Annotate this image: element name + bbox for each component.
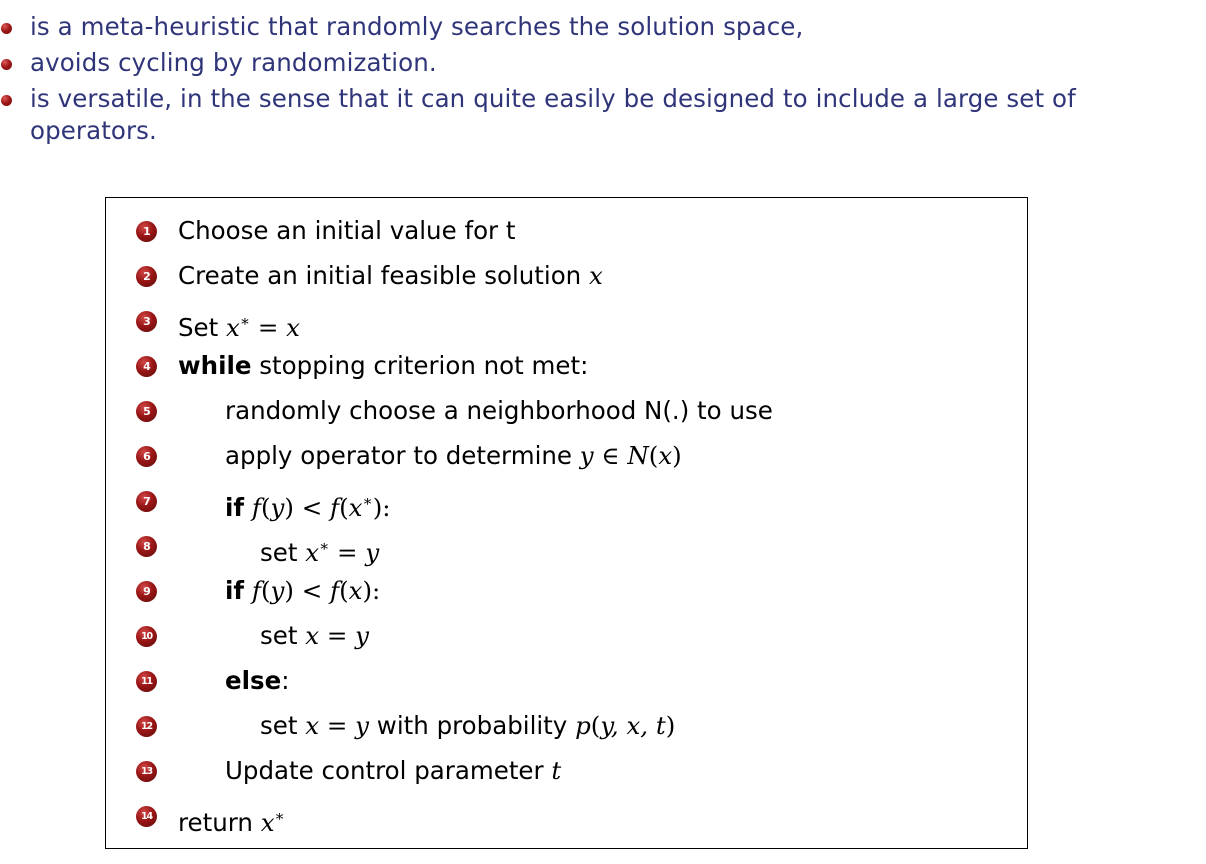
step-text-part: apply operator to determine xyxy=(225,441,580,470)
math-paren: ): xyxy=(372,493,391,522)
step-text-part: set xyxy=(260,538,306,567)
math-variable: y xyxy=(355,711,370,740)
keyword: while xyxy=(178,351,252,380)
math-variable: x xyxy=(348,576,363,605)
math-paren: ) xyxy=(665,711,676,740)
keyword: else xyxy=(225,666,282,695)
math-variable: y, x, t xyxy=(600,711,666,740)
math-variable: y xyxy=(579,441,594,470)
algorithm-step-13 xyxy=(106,753,1027,793)
step-number-badge: 3 xyxy=(136,311,157,332)
bullet-marker-icon xyxy=(1,23,12,34)
math-variable: x xyxy=(305,621,320,650)
math-paren: ( xyxy=(260,576,271,605)
math-variable: f xyxy=(251,576,261,605)
algorithm-step-7 xyxy=(106,483,1027,523)
step-text xyxy=(260,530,379,569)
bullet-text: is versatile, in the sense that it can quite easily be designed to include a large set of xyxy=(30,84,1076,113)
math-superscript: ∗ xyxy=(319,537,330,555)
math-variable: x xyxy=(348,493,363,522)
step-number-badge: 11 xyxy=(136,671,157,692)
step-text xyxy=(178,215,516,247)
keyword: if xyxy=(225,493,245,522)
step-number-badge: 2 xyxy=(136,266,157,287)
step-text xyxy=(178,260,603,292)
step-number-badge: 5 xyxy=(136,401,157,422)
step-number-badge: 14 xyxy=(136,806,157,827)
step-text xyxy=(260,710,675,742)
math-paren: ( xyxy=(590,711,601,740)
algorithm-step-8 xyxy=(106,528,1027,568)
algorithm-step-11 xyxy=(106,663,1027,703)
math-paren: ) xyxy=(672,441,682,470)
math-variable: y xyxy=(355,621,370,650)
step-number-badge: 1 xyxy=(136,221,157,242)
step-number-badge: 8 xyxy=(136,536,157,557)
math-operator: = xyxy=(319,711,356,740)
math-paren: ( xyxy=(339,493,349,522)
keyword: if xyxy=(225,576,245,605)
step-number-badge: 6 xyxy=(136,446,157,467)
step-number-badge: 9 xyxy=(136,581,157,602)
step-text xyxy=(225,440,682,472)
step-text xyxy=(225,575,380,607)
step-text-part: Choose an initial value for t xyxy=(178,216,516,245)
step-text xyxy=(178,800,285,839)
step-text-part: randomly choose a neighborhood N(.) to use xyxy=(225,396,773,425)
math-variable: x xyxy=(226,313,240,342)
algorithm-step-5 xyxy=(106,393,1027,433)
step-number-badge: 4 xyxy=(136,356,157,377)
math-variable: x xyxy=(305,538,320,567)
math-paren: ): xyxy=(362,576,381,605)
math-variable: t xyxy=(551,756,562,785)
math-variable: f xyxy=(330,576,340,605)
step-text xyxy=(225,755,561,787)
math-variable: y xyxy=(270,576,285,605)
math-variable: x xyxy=(305,711,320,740)
algorithm-step-2 xyxy=(106,258,1027,298)
math-variable: f xyxy=(330,493,340,522)
step-number-badge: 13 xyxy=(136,761,157,782)
algorithm-step-9 xyxy=(106,573,1027,613)
step-text-part: with probability xyxy=(369,711,576,740)
bullet-text: avoids cycling by randomization. xyxy=(30,48,437,77)
step-number-badge: 12 xyxy=(136,716,157,737)
algorithm-box xyxy=(105,197,1028,849)
math-operator: = xyxy=(319,621,356,650)
step-text-part: Set xyxy=(178,313,227,342)
math-operator: = xyxy=(250,313,287,342)
step-text xyxy=(225,665,289,697)
algorithm-step-10 xyxy=(106,618,1027,658)
math-operator: ) < xyxy=(284,576,331,605)
step-text xyxy=(225,485,391,524)
algorithm-step-12 xyxy=(106,708,1027,748)
math-variable: N xyxy=(627,441,649,470)
step-text xyxy=(225,395,773,427)
step-text-part xyxy=(244,576,252,605)
step-text-part xyxy=(244,493,252,522)
algorithm-step-4 xyxy=(106,348,1027,388)
step-number-badge: 10 xyxy=(136,626,157,647)
math-paren: ( xyxy=(648,441,659,470)
math-superscript: ∗ xyxy=(239,312,251,330)
math-superscript: ∗ xyxy=(362,492,373,510)
step-text-part: Update control parameter xyxy=(225,756,552,785)
algorithm-step-6 xyxy=(106,438,1027,478)
step-text-part: return xyxy=(178,808,261,837)
step-text xyxy=(260,620,369,652)
math-variable: y xyxy=(365,538,380,567)
math-paren: ( xyxy=(260,493,271,522)
bullet-text: operators. xyxy=(30,116,157,145)
algorithm-step-3 xyxy=(106,303,1027,343)
step-text-part: set xyxy=(260,711,306,740)
math-variable: x xyxy=(286,313,300,342)
algorithm-step-14 xyxy=(106,798,1027,838)
bullet-marker-icon xyxy=(1,59,12,70)
math-paren: ( xyxy=(339,576,349,605)
math-superscript: ∗ xyxy=(274,807,285,825)
math-variable: f xyxy=(251,493,261,522)
math-operator: = xyxy=(329,538,366,567)
bullet-marker-icon xyxy=(1,95,12,106)
math-variable: x xyxy=(658,441,673,470)
math-variable: x xyxy=(260,808,275,837)
step-text-part: Create an initial feasible solution xyxy=(178,261,589,290)
step-text-part: stopping criterion not met: xyxy=(251,351,589,380)
step-text xyxy=(178,305,300,344)
algorithm-step-1 xyxy=(106,213,1027,253)
step-number-badge: 7 xyxy=(136,491,157,512)
step-text xyxy=(178,350,588,382)
math-operator: ∈ xyxy=(593,441,628,470)
step-text-part: set xyxy=(260,621,306,650)
math-variable: x xyxy=(589,261,603,290)
bullet-text: is a meta-heuristic that randomly searches the solution space, xyxy=(30,12,804,41)
math-variable: y xyxy=(270,493,285,522)
step-text-part: : xyxy=(281,666,290,695)
math-variable: p xyxy=(575,711,591,740)
math-operator: ) < xyxy=(284,493,331,522)
